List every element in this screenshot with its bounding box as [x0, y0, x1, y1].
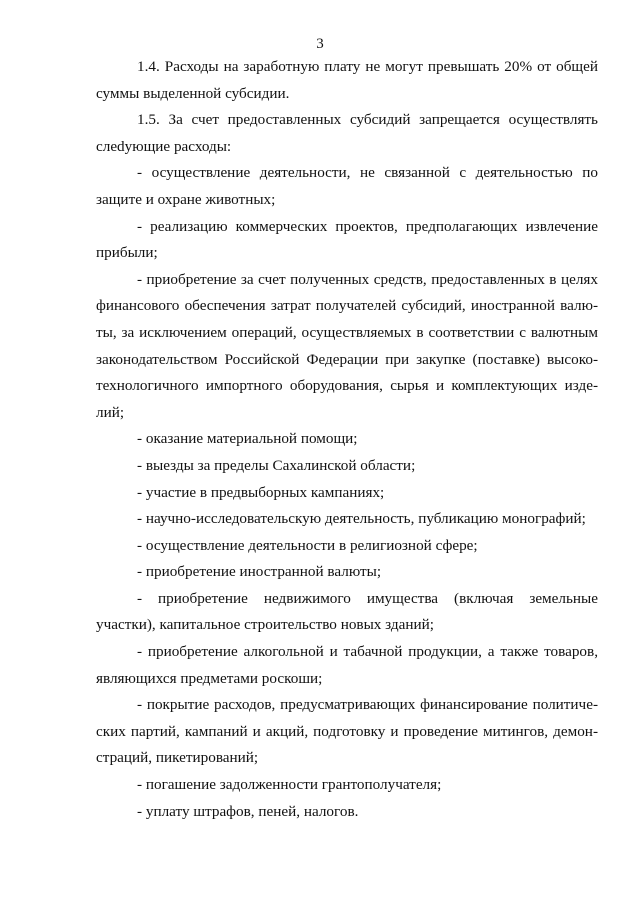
list-item: - приобретение иностранной валюты; [137, 563, 382, 581]
document-body [96, 54, 598, 825]
list-item: - покрытие расходов, предусматривающих финансирование политических партий, кампаний и акций, подготовку и проведение митингов, демонстраций, пикетирований; [96, 696, 598, 767]
list-item: - приобретение за счет полученных средств, предоставленных в целях финансового обеспечения затрат получателей субсидий, иностранной валюты, за исключением операций, осуществляемых в соответствии с валютным законодательством Российской Федерации при закупке (поставке) высокотехнологичного импортного оборудования, сырья и комплектующих изделий; [96, 270, 598, 421]
list-item: - оказание материальной помощи; [137, 430, 358, 448]
list-item: - приобретение алкогольной и табачной продукции, а также товаров, являющихся предметами роскоши; [96, 643, 598, 687]
list-item: - осуществление деятельности, не связанной с деятельностью по защите и охране животных; [96, 164, 598, 208]
list-item: - выезды за пределы Сахалинской области; [137, 456, 416, 474]
paragraph-1-5: 1.5. За счет предоставленных субсидий запрещается осуществлять слеdующие расходы: [96, 111, 598, 155]
list-item: - осуществление деятельности в религиозной сфере; [137, 536, 478, 554]
list-item: - приобретение недвижимого имущества (включая земельные участки), капитальное строительство новых зданий; [96, 589, 598, 634]
paragraph-1-4: 1.4. Расходы на заработную плату не могут превышать 20% от общей суммы выделенной субсидии. [96, 58, 598, 102]
list-item: - научно-исследовательскую деятельность, публикацию монографий; [137, 510, 586, 528]
page-number: 3 [316, 36, 324, 52]
list-item: - погашение задолженности грантополучателя; [137, 776, 442, 794]
list-item: - уплату штрафов, пеней, налогов. [137, 802, 359, 820]
list-item: - реализацию коммерческих проектов, предполагающих извлечение прибыли; [96, 217, 598, 262]
list-item: - участие в предвыборных кампаниях; [137, 483, 385, 501]
